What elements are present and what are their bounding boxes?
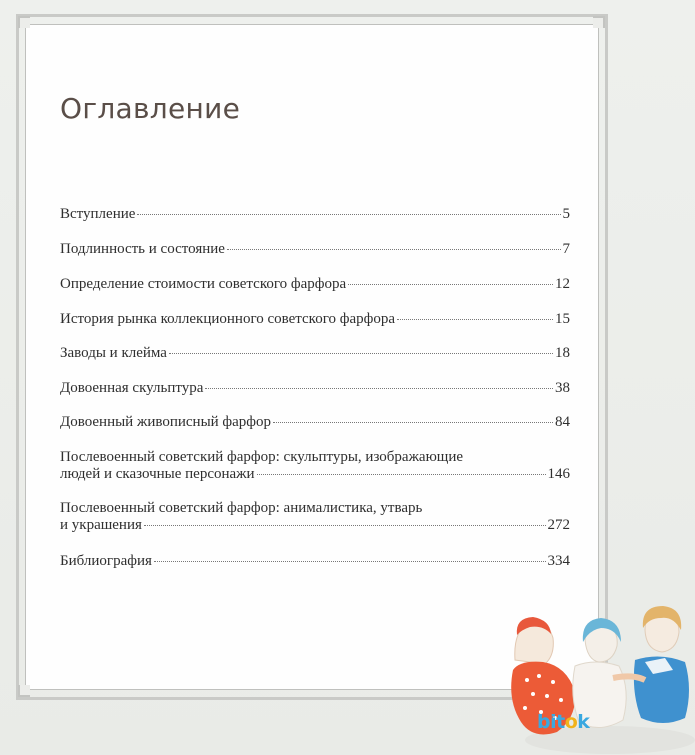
dot-leader xyxy=(227,249,561,250)
toc-entry-title: Библиография xyxy=(60,553,152,569)
toc-entry-title: Послевоенный советский фарфор: анималистика, утварь xyxy=(60,500,423,516)
toc-entry[interactable] xyxy=(60,380,570,397)
toc-entry[interactable] xyxy=(60,553,570,570)
toc-entry[interactable] xyxy=(60,276,570,293)
toc-entry-title: Вступление xyxy=(60,206,136,222)
toc-page-number: 272 xyxy=(547,517,570,533)
toc-page-number: 18 xyxy=(555,345,570,361)
toc-entry[interactable] xyxy=(60,241,570,258)
toc-entry-title: Довоенный живописный фарфор xyxy=(60,414,272,430)
toc-entry-title: Заводы и клейма xyxy=(60,345,167,361)
toc-page-number: 5 xyxy=(562,206,570,222)
dot-leader xyxy=(273,422,553,423)
dot-leader xyxy=(397,319,553,320)
dot-leader xyxy=(257,474,546,475)
toc-entry-title: Подлинность и состояние xyxy=(60,241,225,257)
toc-entry[interactable] xyxy=(60,311,570,328)
frame-corner xyxy=(18,685,30,697)
toc-page-number: 334 xyxy=(547,553,570,569)
dot-leader xyxy=(348,284,553,285)
toc-page-number: 38 xyxy=(555,380,570,396)
porcelain-figurine-illustration xyxy=(495,600,695,755)
toc-page-number: 84 xyxy=(555,414,570,430)
toc-entry-title: История рынка коллекционного советского фарфора xyxy=(60,311,395,327)
toc-entry[interactable] xyxy=(60,206,570,223)
dot-leader xyxy=(144,525,546,526)
toc-page-number: 15 xyxy=(555,311,570,327)
toc-page-number: 7 xyxy=(562,241,570,257)
toc-entry[interactable] xyxy=(60,449,570,483)
toc-entry[interactable] xyxy=(60,345,570,362)
dot-leader xyxy=(154,561,546,562)
dot-leader xyxy=(137,214,560,215)
frame-corner xyxy=(18,16,30,28)
toc-page-number: 146 xyxy=(547,466,570,482)
watermark-logo: bitok xyxy=(537,711,590,733)
toc-entry-title: Послевоенный советский фарфор: скульптуры, изображающие xyxy=(60,449,464,465)
toc-entry-title-continued: и украшения xyxy=(60,517,142,533)
toc-entry-title-continued: людей и сказочные персонажи xyxy=(60,466,255,482)
toc-entry-title: Довоенная скульптура xyxy=(60,380,204,396)
toc-entry-title: Определение стоимости советского фарфора xyxy=(60,276,347,292)
dot-leader xyxy=(205,388,553,389)
frame-corner xyxy=(593,16,605,28)
page-title: Оглавление xyxy=(60,92,241,125)
dot-leader xyxy=(169,353,553,354)
toc-entry[interactable] xyxy=(60,500,570,534)
toc-entry[interactable] xyxy=(60,414,570,431)
toc-page-number: 12 xyxy=(555,276,570,292)
